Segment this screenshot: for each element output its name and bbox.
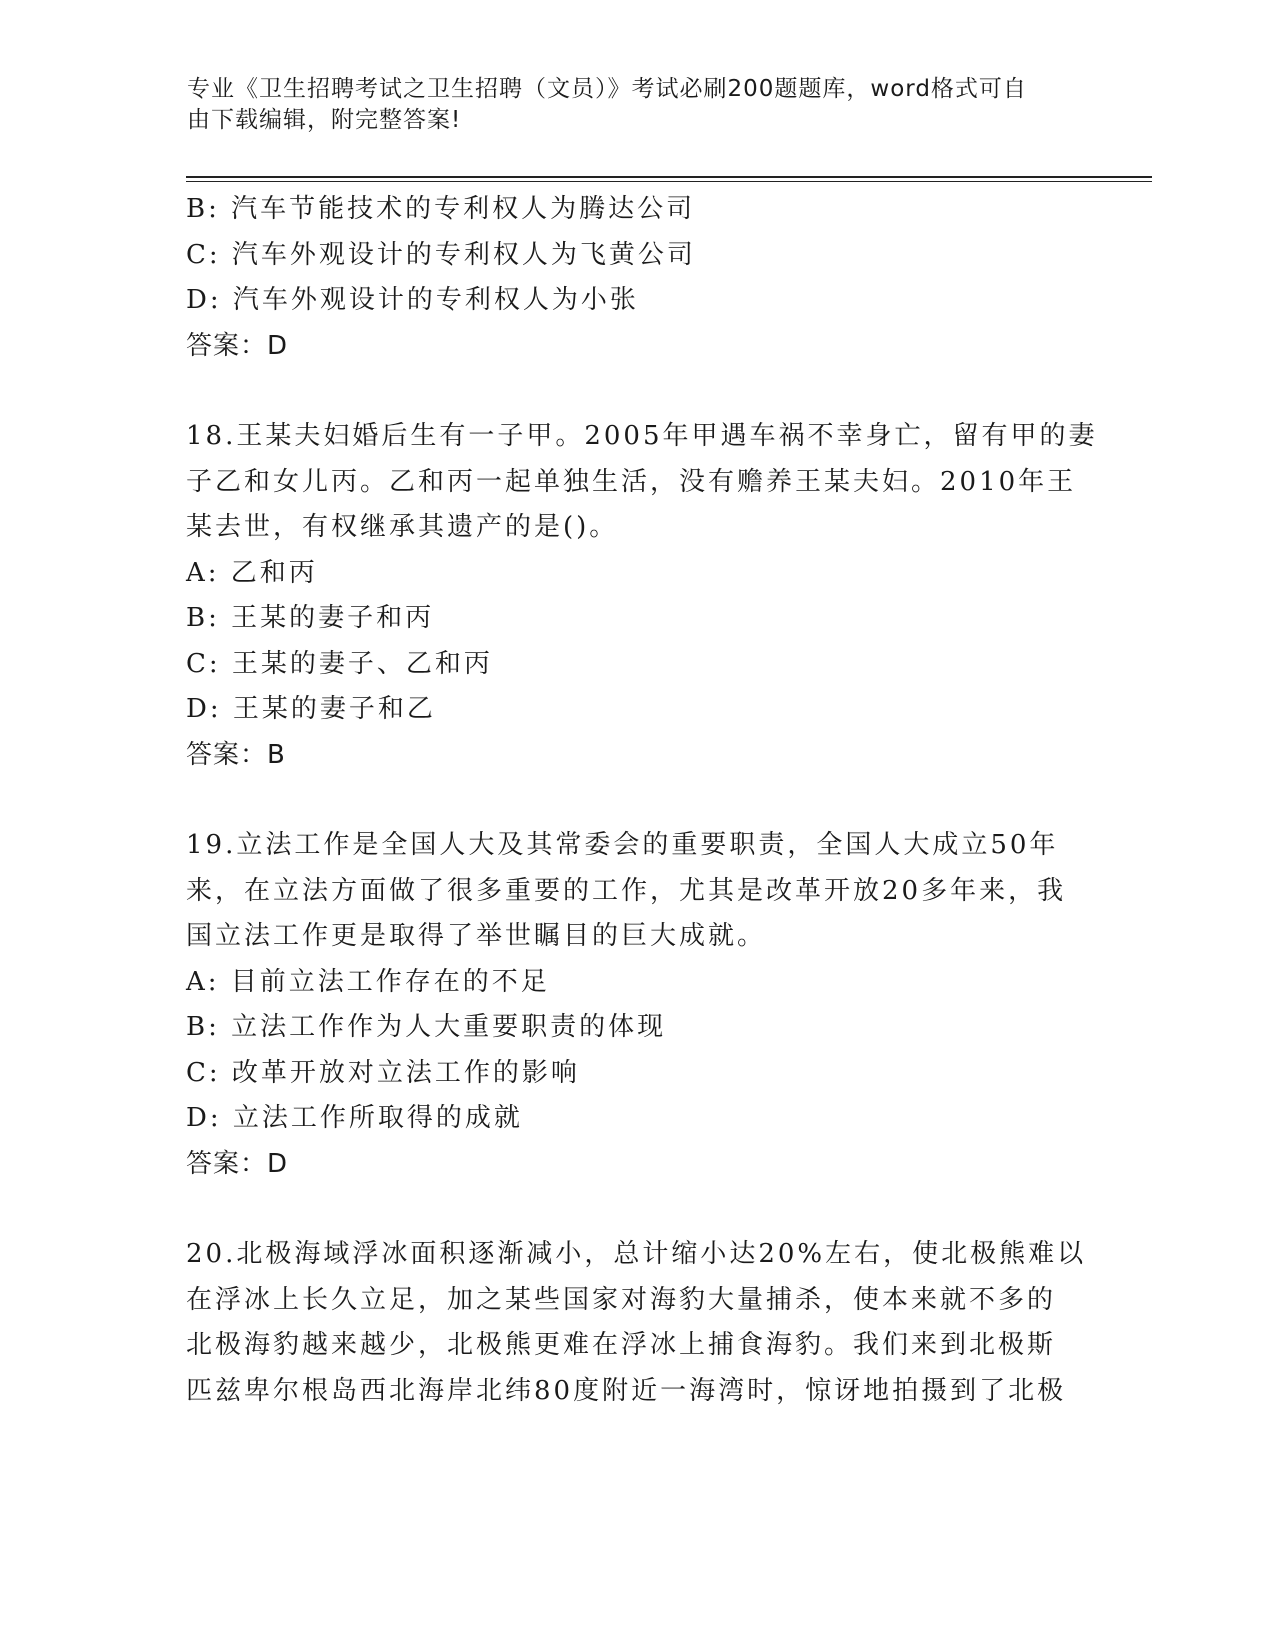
question-17 [186,187,1086,369]
question-stem-line: 北极海豹越来越少，北极熊更难在浮冰上捕食海豹。我们来到北极斯 [186,1330,1057,1360]
spacer [186,369,1086,414]
option-c: C: 汽车外观设计的专利权人为飞黄公司 [186,239,696,270]
document-header [187,74,1067,136]
spacer [186,778,1086,823]
question-stem-line: 20.北极海域浮冰面积逐渐减小，总计缩小达20%左右，使北极熊难以 [186,1239,1087,1269]
question-stem-line: 18.王某夫妇婚后生有一子甲。2005年甲遇车祸不幸身亡，留有甲的妻 [186,421,1098,451]
header-line-2: 由下载编辑，附完整答案! [187,107,462,133]
question-stem-line: 在浮冰上长久立足，加之某些国家对海豹大量捕杀，使本来就不多的 [186,1284,1057,1315]
option-b: B: 立法工作作为人大重要职责的体现 [186,1012,667,1042]
question-19 [186,823,1086,1187]
answer: 答案：D [186,1148,289,1179]
option-d: D: 王某的妻子和乙 [186,694,436,724]
question-stem-line: 来，在立法方面做了很多重要的工作，尤其是改革开放20多年来，我 [186,875,1067,906]
question-list [186,187,1098,1414]
spacer [186,1187,1086,1232]
answer: 答案：B [186,739,286,770]
option-a: A: 乙和丙 [186,557,318,588]
question-stem-line: 子乙和女儿丙。乙和丙一起单独生活，没有赡养王某夫妇。2010年王 [186,466,1077,497]
option-d: D: 汽车外观设计的专利权人为小张 [186,285,639,315]
question-stem-line: 某去世，有权继承其遗产的是()。 [186,512,619,542]
header-line-1: 专业《卫生招聘考试之卫生招聘（文员）》考试必刷200题题库，word格式可自 [187,76,1027,102]
question-20 [186,1232,1086,1414]
question-18 [186,414,1098,778]
question-stem-line: 国立法工作更是取得了举世瞩目的巨大成就。 [186,921,767,951]
answer: 答案：D [186,330,289,361]
option-c: C: 改革开放对立法工作的影响 [186,1057,580,1088]
option-c: C: 王某的妻子、乙和丙 [186,648,493,679]
option-a: A: 目前立法工作存在的不足 [186,966,550,997]
option-b: B: 汽车节能技术的专利权人为腾达公司 [186,194,696,224]
header-divider-thick [186,176,1152,178]
option-d: D: 立法工作所取得的成就 [186,1103,523,1133]
question-stem-line: 匹兹卑尔根岛西北海岸北纬80度附近一海湾时，惊讶地拍摄到了北极 [186,1375,1067,1406]
question-stem-line: 19.立法工作是全国人大及其常委会的重要职责，全国人大成立50年 [186,830,1059,860]
option-b: B: 王某的妻子和丙 [186,603,435,633]
header-divider-thin [186,181,1152,182]
